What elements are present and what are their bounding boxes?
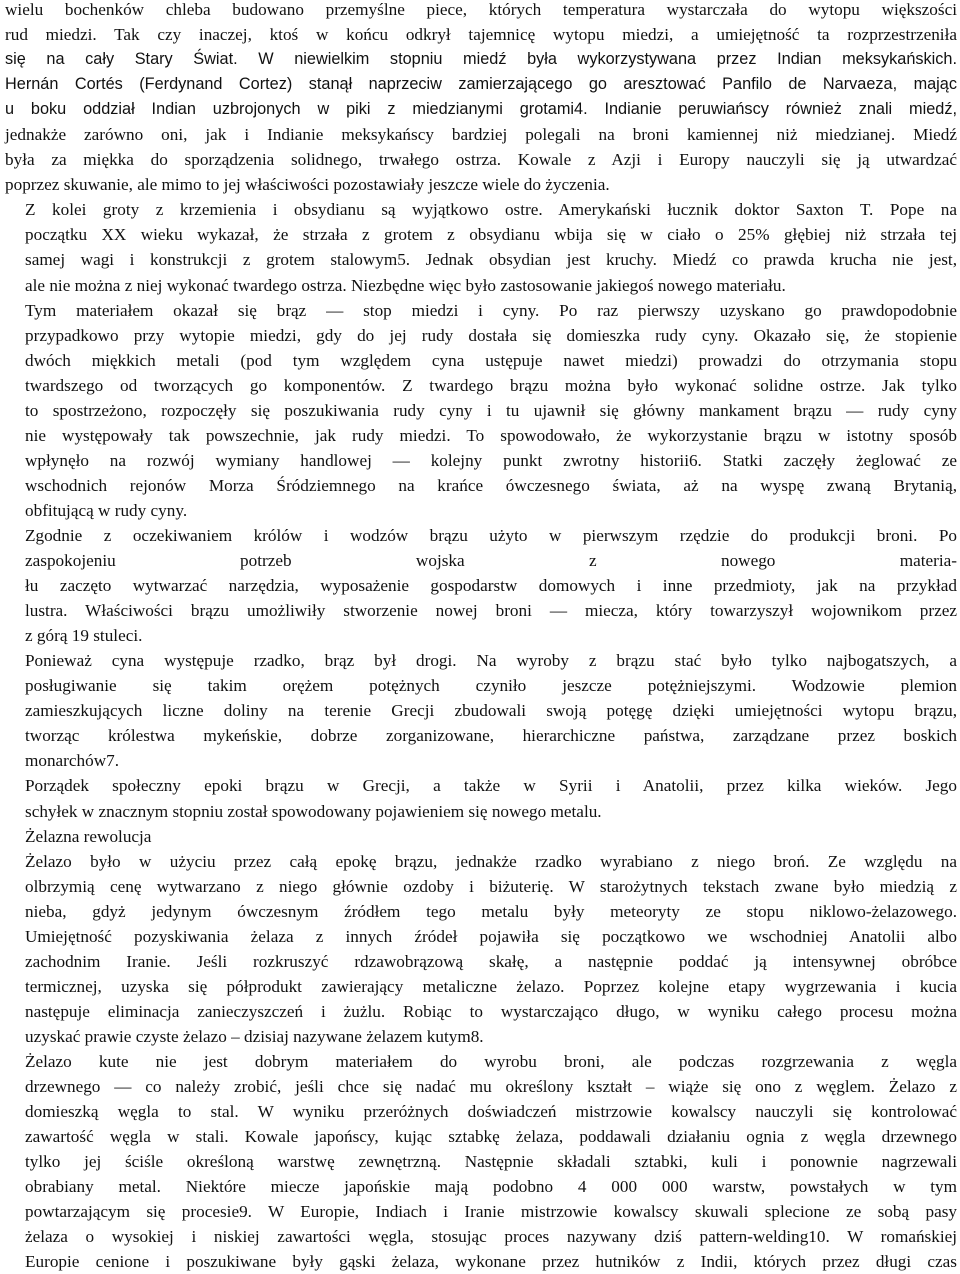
paragraph-bronze <box>5 298 957 523</box>
text-line: zaspokojeniu potrzeb wojska z nowego materia- <box>25 551 957 571</box>
text-line: była za miękka do sporządzenia solidnego, trwałego ostrza. Kowale z Azji i Europy nauczyli się ją utwardzać <box>5 150 957 170</box>
section-heading: Żelazna rewolucja <box>25 826 152 846</box>
document-page <box>5 0 957 1274</box>
text-line: Tym materiałem okazał się brąz — stop miedzi i cyny. Po raz pierwszy uzyskano go prawdopodobnie <box>25 300 957 320</box>
paragraph-iron-origins <box>5 849 957 1049</box>
text-line: tylko jej ściśle określoną warstwę zewnętrzną. Następnie składali sztabki, kuli i ponownie nagrzewali <box>25 1152 957 1172</box>
paragraph-obsidian <box>5 197 957 297</box>
paragraph-copper-history <box>5 0 957 197</box>
text-line: schyłek w znacznym stopniu został spowodowany pojawieniem się nowego metalu. <box>25 801 602 821</box>
text-line: Hernán Cortés (Ferdynand Cortez) stanął naprzeciw zamierzającego go aresztować Panfilo de Narvaeza, mając <box>5 75 957 94</box>
text-line: Żelazo było w użyciu przez całą epokę brązu, jednakże rzadko wyrabiano z niego broń. Ze względu na <box>25 851 957 871</box>
text-line: obfitującą w rudy cyny. <box>25 500 188 520</box>
text-line: początku XX wieku wykazał, że strzała z grotem z obsydianu wbija się w ciało o 25% głębiej niż strzała tej <box>25 225 957 245</box>
paragraph-bronze-age-order <box>5 773 957 823</box>
text-line: posługiwanie się takim orężem potężnych czyniło jeszcze potężniejszymi. Wodzowie plemion <box>25 676 957 696</box>
text-line: monarchów7. <box>25 751 120 771</box>
text-line: jednakże zarówno oni, jak i Indianie meksykańscy bardziej polegali na broni kamiennej niż miedzianej. Miedź <box>5 125 957 145</box>
text-line: samej wagi i konstrukcji z grotem stalowym5. Jednak obsydian jest kruchy. Miedź co prawda krucha nie jest, <box>25 250 957 270</box>
text-line: dwóch miękkich metali (pod tym względem cyna ustępuje nawet miedzi) prowadzi do otrzymania stopu <box>25 350 957 370</box>
text-line: rud miedzi. Tak czy inaczej, ktoś w końcu odkrył tajemnicę wytopu miedzi, a umiejętność ta rozprzestrzeniła <box>5 25 957 45</box>
text-line: Z kolei groty z krzemienia i obsydianu są wyjątkowo ostre. Amerykański łucznik doktor Saxton T. Pope na <box>25 200 957 220</box>
text-line: poprzez skuwanie, ale mimo to jej właściwości pozostawiały jeszcze wiele do życzenia. <box>5 175 610 195</box>
text-line: u boku oddział Indian uzbrojonych w piki z miedzianymi grotami4. Indianie peruwiańscy również znali miedź, <box>5 100 957 119</box>
text-line: wielu bochenków chleba budowano przemyślne piece, których temperatura wystarczała do wytopu większości <box>5 0 957 19</box>
text-line: obrabiany metal. Niektóre miecze japońskie mają podobno 4 000 000 warstw, powstałych w tym <box>25 1177 957 1197</box>
text-line: Żelazo kute nie jest dobrym materiałem do wyrobu broni, ale podczas rozgrzewania z węgla <box>25 1051 957 1071</box>
text-line: tworząc królestwa mykeńskie, dobrze zorganizowane, hierarchiczne państwa, zarządzane przez boskich <box>25 726 957 746</box>
text-line: przypadkowo przy wytopie miedzi, gdy do jej rudy dostała się domieszka rudy cyny. Okazało się, że stopienie <box>25 325 957 345</box>
text-line: zawartość węgla w stali. Kowale japońscy, kując sztabkę żelaza, poddawali działaniu ognia z węgla drzewnego <box>25 1127 957 1147</box>
text-line: Ponieważ cyna występuje rzadko, brąz był drogi. Na wyroby z brązu stać było tylko najbogatszych, a <box>25 651 957 671</box>
text-line: twardszego od tworzących go komponentów. Z twardego brązu można było wykonać solidne ostrze. Jak tylko <box>25 375 957 395</box>
text-line: ale nie można z niej wykonać twardego ostrza. Niezbędne więc było zastosowanie jakiegoś nowego materiału. <box>25 275 786 295</box>
text-line: Porządek społeczny epoki brązu w Grecji, a także w Syrii i Anatolii, przez kilka wieków. Jego <box>25 776 957 796</box>
text-line: nieba, gdyż jedynym ówczesnym źródłem tego metalu były meteoryty ze stopu niklowo-żelazowego. <box>25 901 957 921</box>
text-line: Umiejętność pozyskiwania żelaza z innych źródeł pojawiła się początkowo we wschodniej Anatolii albo <box>25 926 957 946</box>
text-line: żelaza o wysokiej i niskiej zawartości węgla, stosując proces nazywany dziś pattern-welding10. W romańskiej <box>25 1227 957 1247</box>
section-heading-iron-revolution <box>5 824 957 849</box>
text-line: lustra. Właściwości brązu umożliwiły stworzenie nowej broni — miecza, który towarzyszył wojownikom przez <box>25 601 957 621</box>
text-line: Zgodnie z oczekiwaniem królów i wodzów brązu użyto w pierwszym rzędzie do produkcji broni. Po <box>25 525 957 545</box>
paragraph-bronze-weapons <box>5 523 957 648</box>
text-line: uzyskać prawie czyste żelazo – dzisiaj nazywane żelazem kutym8. <box>25 1026 484 1046</box>
paragraph-tin-rarity <box>5 648 957 773</box>
text-line: termicznej, uzyska się półprodukt zawierający metaliczne żelazo. Poprzez kolejne etapy wygrzewania i kucia <box>25 976 957 996</box>
text-line: następuje eliminacja zanieczyszczeń i żużlu. Robiąc to wystarczająco długo, w wyniku całego procesu można <box>25 1001 957 1021</box>
text-line: olbrzymią cenę wytwarzano z niego głównie ozdoby i biżuterię. W starożytnych tekstach zwane było miedzią z <box>25 876 957 896</box>
paragraph-steel <box>5 1049 957 1274</box>
text-line: zachodnim Iranie. Jeśli rozkruszyć rdzawobrązową skałę, a następnie poddać ją intensywnej obróbce <box>25 951 957 971</box>
text-line: domieszką węgla to stal. W wyniku przeróżnych doświadczeń mistrzowie kowalscy nauczyli się kontrolować <box>25 1102 957 1122</box>
text-line: wschodnich rejonów Morza Śródziemnego na krańce ówczesnego świata, aż na wyspę zwaną Brytanią, <box>25 475 957 495</box>
text-line: drzewnego — co należy zrobić, jeśli chce się nadać mu określony kształt – wiąże się ono z węglem. Żelazo z <box>25 1077 957 1097</box>
text-line: powtarzającym się procesie9. W Europie, Indiach i Iranie mistrzowie kowalscy skuwali splecione ze sobą pasy <box>25 1202 957 1222</box>
text-line: się na cały Stary Świat. W niewielkim stopniu miedź była wykorzystywana przez Indian meksykańskich. <box>5 50 957 69</box>
text-line: z górą 19 stuleci. <box>25 626 143 646</box>
text-line: to spostrzeżono, rozpoczęły się poszukiwania rudy cyny i tu ujawnił się główny mankament brązu — rudy cyny <box>25 400 957 420</box>
text-line: Europie cenione i poszukiwane były gąski żelaza, wykonane przez hutników z Indii, których przez długi czas <box>25 1252 957 1272</box>
text-line: nie występowały tak powszechnie, jak rudy miedzi. To spowodowało, że wykorzystanie brązu w istotny sposób <box>25 425 957 445</box>
text-line: łu zaczęto wytwarzać narzędzia, wyposażenie gospodarstw domowych i inne przedmioty, jak na przykład <box>25 576 957 596</box>
text-line: zamieszkujących liczne doliny na terenie Grecji zbudowali swoją potęgę dzięki umiejętności wytopu brązu, <box>25 701 957 721</box>
text-line: wpłynęło na rozwój wymiany handlowej — kolejny punkt zwrotny historii6. Statki zaczęły żeglować ze <box>25 450 957 470</box>
